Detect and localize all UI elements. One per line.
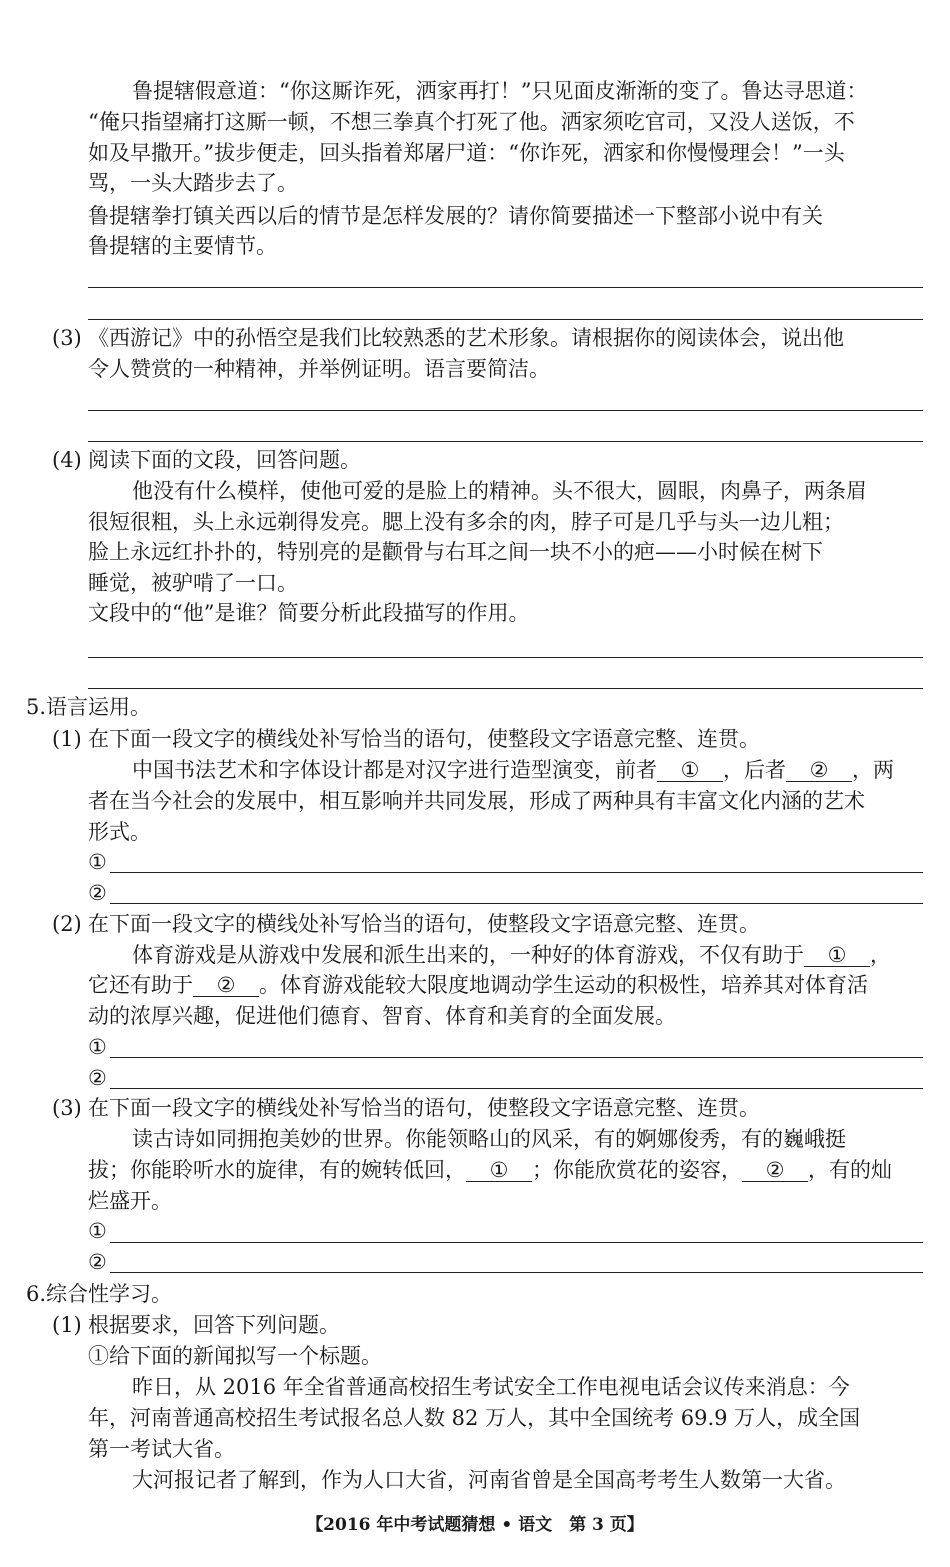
news-line: 年，河南普通高校招生考试报名总人数 82 万人，其中全国统考 69.9 万人，成全国 (88, 1406, 861, 1430)
blank-2[interactable]: ② (193, 974, 259, 997)
passage-line: 鲁提辖假意道：“你这厮诈死，洒家再打！”只见面皮渐渐的变了。鲁达寻思道： (132, 79, 868, 103)
text-segment: ；你能欣赏花的姿容， (532, 1158, 742, 1182)
answer-line[interactable] (88, 410, 923, 411)
question-number: (1) (52, 1313, 82, 1337)
text-segment: ，两 (852, 758, 894, 782)
passage-line: 很短很粗，头上永远剃得发亮。腮上没有多余的肉，脖子可是几乎与头一边儿粗； (88, 510, 844, 534)
news-line: 第一考试大省。 (88, 1437, 235, 1461)
question-instruction: 根据要求，回答下列问题。 (88, 1313, 340, 1337)
fill-blank-line (132, 757, 894, 784)
answer-label: ① (88, 1035, 107, 1059)
text-segment: 拔；你能聆听水的旋律，有的婉转低回， (88, 1158, 466, 1182)
question-number: (1) (52, 727, 82, 751)
answer-line[interactable] (110, 1242, 923, 1243)
answer-line[interactable] (88, 287, 923, 288)
question-number: (2) (52, 912, 82, 936)
answer-line[interactable] (110, 1088, 923, 1089)
news-line: 大河报记者了解到，作为人口大省，河南省曾是全国高考考生人数第一大省。 (132, 1468, 846, 1492)
fill-blank-line (132, 942, 891, 969)
section-title: 5.语言运用。 (26, 695, 152, 719)
passage-line: 读古诗如同拥抱美妙的世界。你能领略山的风采，有的婀娜俊秀，有的巍峨挺 (132, 1127, 846, 1151)
answer-label: ② (88, 1066, 107, 1090)
answer-line[interactable] (110, 872, 923, 873)
blank-2[interactable]: ② (786, 759, 852, 782)
answer-label: ① (88, 850, 107, 874)
question-line: 《西游记》中的孙悟空是我们比较熟悉的艺术形象。请根据你的阅读体会，说出他 (88, 326, 844, 350)
answer-line[interactable] (110, 1057, 923, 1058)
question-line: 鲁提辖的主要情节。 (88, 234, 277, 258)
question-line: 文段中的“他”是谁？简要分析此段描写的作用。 (88, 601, 530, 625)
section-title: 6.综合性学习。 (26, 1282, 173, 1306)
passage-line: 骂，一头大踏步去了。 (88, 171, 298, 195)
answer-line[interactable] (88, 688, 923, 689)
passage-line: 睡觉，被驴啃了一口。 (88, 571, 298, 595)
blank-1[interactable]: ① (466, 1159, 532, 1182)
question-title: 阅读下面的文段，回答问题。 (88, 448, 361, 472)
answer-label: ② (88, 881, 107, 905)
sub-question: ①给下面的新闻拟写一个标题。 (88, 1344, 382, 1368)
passage-line: 烂盛开。 (88, 1189, 172, 1213)
answer-line[interactable] (88, 657, 923, 658)
question-instruction: 在下面一段文字的横线处补写恰当的语句，使整段文字语意完整、连贯。 (88, 727, 760, 751)
answer-line[interactable] (88, 441, 923, 442)
page-footer: 【2016 年中考试题猜想 • 语文 第 3 页】 (306, 1515, 644, 1535)
answer-line[interactable] (110, 903, 923, 904)
text-segment: ，有的灿 (808, 1158, 892, 1182)
answer-label: ② (88, 1250, 107, 1274)
passage-line: 他没有什么模样，使他可爱的是脸上的精神。头不很大，圆眼，肉鼻子，两条眉 (132, 479, 867, 503)
text-segment: 。体育游戏能较大限度地调动学生运动的积极性，培养其对体育活 (259, 973, 868, 997)
fill-blank-line (88, 972, 868, 999)
question-number: (3) (52, 1096, 82, 1120)
fill-blank-line (88, 1157, 892, 1184)
passage-line: 者在当今社会的发展中，相互影响并共同发展，形成了两种具有丰富文化内涵的艺术 (88, 789, 865, 813)
passage-line: 动的浓厚兴趣，促进他们德育、智育、体育和美育的全面发展。 (88, 1004, 676, 1028)
answer-line[interactable] (110, 1272, 923, 1273)
passage-line: 如及早撒开。”拔步便走，回头指着郑屠尸道：“你诈死，洒家和你慢慢理会！”一头 (88, 141, 845, 165)
answer-line[interactable] (88, 319, 923, 320)
question-line: 鲁提辖拳打镇关西以后的情节是怎样发展的？请你简要描述一下整部小说中有关 (88, 204, 823, 228)
question-instruction: 在下面一段文字的横线处补写恰当的语句，使整段文字语意完整、连贯。 (88, 1096, 760, 1120)
text-segment: 中国书法艺术和字体设计都是对汉字进行造型演变，前者 (132, 758, 657, 782)
question-instruction: 在下面一段文字的横线处补写恰当的语句，使整段文字语意完整、连贯。 (88, 912, 760, 936)
news-line: 昨日，从 2016 年全省普通高校招生考试安全工作电视电话会议传来消息：今 (132, 1375, 850, 1399)
passage-line: “俺只指望痛打这厮一顿，不想三拳真个打死了他。洒家须吃官司，又没人送饭，不 (88, 110, 855, 134)
question-number: (3) (52, 326, 82, 350)
text-segment: 它还有助于 (88, 973, 193, 997)
blank-1[interactable]: ① (657, 759, 723, 782)
blank-2[interactable]: ② (742, 1159, 808, 1182)
text-segment: 体育游戏是从游戏中发展和派生出来的，一种好的体育游戏，不仅有助于 (132, 943, 804, 967)
question-line: 令人赞赏的一种精神，并举例证明。语言要简洁。 (88, 357, 550, 381)
passage-line: 脸上永远红扑扑的，特别亮的是颧骨与右耳之间一块不小的疤——小时候在树下 (88, 540, 823, 564)
text-segment: ，后者 (723, 758, 786, 782)
text-segment: ， (870, 943, 891, 967)
answer-label: ① (88, 1219, 107, 1243)
passage-line: 形式。 (88, 820, 151, 844)
question-number: (4) (52, 448, 82, 472)
blank-1[interactable]: ① (804, 944, 870, 967)
